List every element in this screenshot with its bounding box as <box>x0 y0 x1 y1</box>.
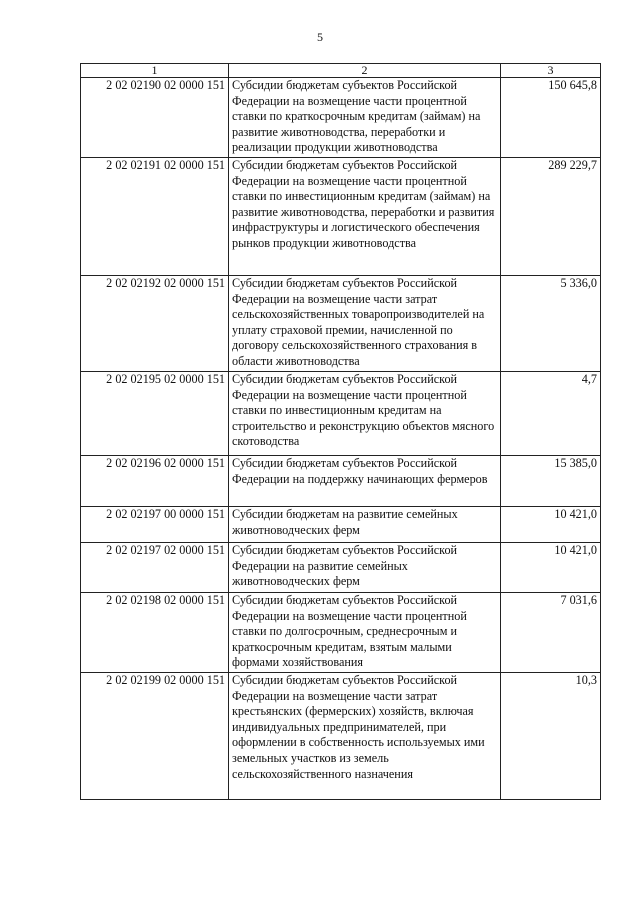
row-name: Субсидии бюджетам субъектов Российской Федерации на поддержку начинающих фермеров <box>229 456 501 507</box>
row-code: 2 02 02197 00 0000 151 <box>81 507 229 543</box>
row-code: 2 02 02190 02 0000 151 <box>81 78 229 158</box>
row-code: 2 02 02196 02 0000 151 <box>81 456 229 507</box>
table-row <box>81 158 601 276</box>
table-row <box>81 507 601 543</box>
table-row <box>81 456 601 507</box>
row-name: Субсидии бюджетам субъектов Российской Федерации на возмещение части процентной ставки по долгосрочным, среднесрочным и краткосрочным кредитам, взятым малыми формами хозяйствования <box>229 593 501 673</box>
row-amount: 5 336,0 <box>501 276 601 372</box>
column-header-amount: 3 <box>501 64 601 78</box>
row-amount: 150 645,8 <box>501 78 601 158</box>
row-name: Субсидии бюджетам субъектов Российской Федерации на развитие семейных животноводческих ферм <box>229 543 501 593</box>
row-code: 2 02 02198 02 0000 151 <box>81 593 229 673</box>
table-row <box>81 372 601 456</box>
page-number: 5 <box>317 30 323 44</box>
budget-table <box>80 63 601 800</box>
row-code: 2 02 02199 02 0000 151 <box>81 673 229 800</box>
table-row <box>81 276 601 372</box>
row-amount: 10 421,0 <box>501 507 601 543</box>
row-code: 2 02 02197 02 0000 151 <box>81 543 229 593</box>
table-row <box>81 593 601 673</box>
row-code: 2 02 02191 02 0000 151 <box>81 158 229 276</box>
row-amount: 10,3 <box>501 673 601 800</box>
row-name: Субсидии бюджетам субъектов Российской Федерации на возмещение части процентной ставки по инвестиционным кредитам (займам) на развитие животноводства, переработки и развития инфраструктуры и логистического обеспечения рынков продукции животноводства <box>229 158 501 276</box>
row-amount: 289 229,7 <box>501 158 601 276</box>
table-header-row <box>81 64 601 78</box>
row-amount: 15 385,0 <box>501 456 601 507</box>
table-row <box>81 78 601 158</box>
table-row <box>81 543 601 593</box>
column-header-name: 2 <box>229 64 501 78</box>
column-header-code: 1 <box>81 64 229 78</box>
table-row <box>81 673 601 800</box>
row-amount: 10 421,0 <box>501 543 601 593</box>
row-code: 2 02 02195 02 0000 151 <box>81 372 229 456</box>
row-name: Субсидии бюджетам субъектов Российской Федерации на возмещение части процентной ставки по краткосрочным кредитам (займам) на развитие животноводства, переработки и реализации продукции животноводства <box>229 78 501 158</box>
row-code: 2 02 02192 02 0000 151 <box>81 276 229 372</box>
row-amount: 4,7 <box>501 372 601 456</box>
row-name: Субсидии бюджетам субъектов Российской Федерации на возмещение части затрат сельскохозяйственных товаропроизводителей на уплату страховой премии, начисленной по договору сельскохозяйственного страхования в области животноводства <box>229 276 501 372</box>
row-name: Субсидии бюджетам субъектов Российской Федерации на возмещение части процентной ставки по инвестиционным кредитам на строительство и реконструкцию объектов мясного скотоводства <box>229 372 501 456</box>
row-name: Субсидии бюджетам субъектов Российской Федерации на возмещение части затрат крестьянских (фермерских) хозяйств, включая индивидуальных предпринимателей, при оформлении в собственность используемых ими земельных участков из земель сельскохозяйственного назначения <box>229 673 501 800</box>
row-amount: 7 031,6 <box>501 593 601 673</box>
row-name: Субсидии бюджетам на развитие семейных животноводческих ферм <box>229 507 501 543</box>
